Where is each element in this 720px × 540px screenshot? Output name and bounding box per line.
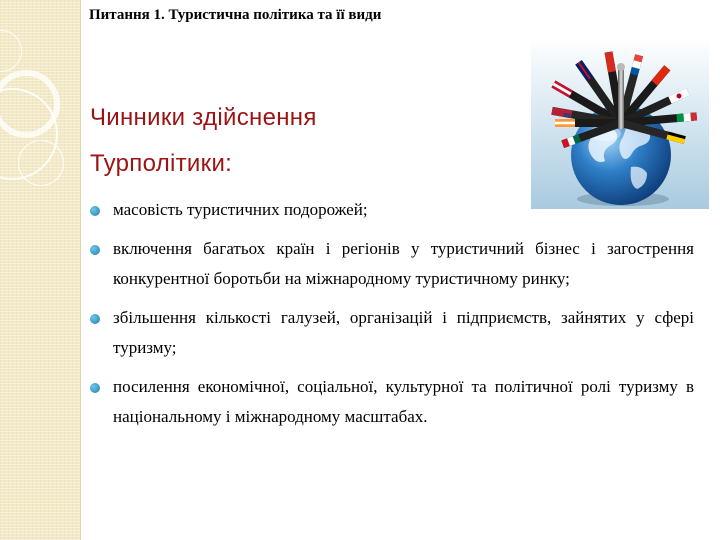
slide-title: Питання 1. Туристична політика та її види [89,7,382,23]
decorative-ring [0,30,22,72]
section-heading-line-1: Чинники здійснення [90,104,317,131]
list-item-text: посилення економічної, соціальної, культурної та політичної ролі туризму в національному і міжнародному масштабах. [113,377,694,426]
list-item [90,303,694,363]
list-item [90,234,694,294]
list-item [90,195,694,225]
list-item-text: масовість туристичних подорожей; [113,200,368,219]
bullet-dot-icon [90,314,100,324]
bullet-dot-icon [90,383,100,393]
factors-bullet-list [90,195,694,441]
globe-with-flags-icon [531,37,709,209]
globe-with-flags-illustration [531,37,709,209]
list-item-text: збільшення кількості галузей, організацій і підприємств, зайнятих у сфері туризму; [113,308,694,357]
bullet-dot-icon [90,206,100,216]
bullet-dot-icon [90,245,100,255]
list-item [90,372,694,432]
decorative-side-panel [0,0,81,540]
section-heading-line-2: Турполітики: [90,150,233,177]
list-item-text: включення багатьох країн і регіонів у туристичний бізнес і загострення конкурентної боротьби на міжнародному туристичному ринку; [113,239,694,288]
decorative-ring [18,140,64,186]
